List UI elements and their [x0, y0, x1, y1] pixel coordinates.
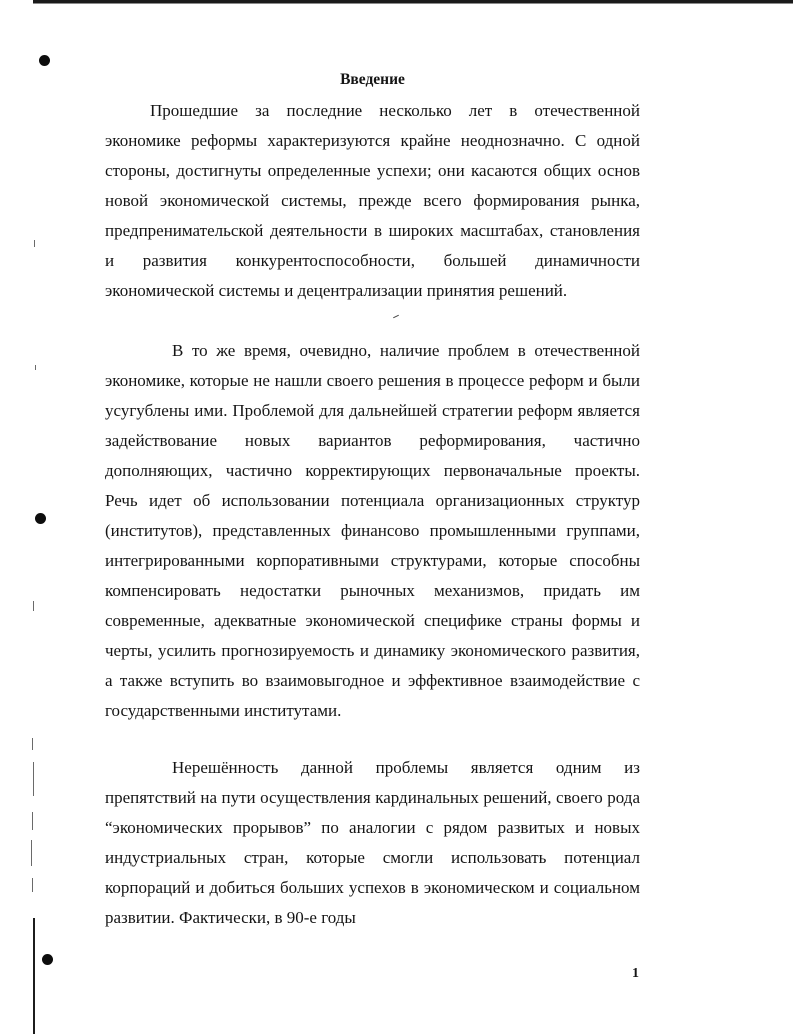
scan-margin-mark [35, 365, 36, 370]
punch-hole-middle [35, 513, 46, 524]
scan-margin-mark [33, 601, 34, 611]
scan-speck [393, 315, 399, 318]
scan-margin-mark [33, 762, 34, 796]
paragraph-3: Нерешённость данной проблемы является одним из препятствий на пути осуществления кардинальных решений, своего рода “экономических прорывов” по аналогии с рядом развитых и новых индустриальных стран, которые смогли использовать потенциал корпораций и добиться больших успехов в экономическом и социальном развитии. Фактически, в 90-е годы [105, 758, 640, 927]
paragraph-2: В то же время, очевидно, наличие проблем в отечественной экономике, которые не нашли своего решения в процессе реформ и были усугублены ими. Проблемой для дальнейшей стратегии реформ является задействование новых вариантов реформирования, частично дополняющих, частично корректирующих первоначальные проекты. Речь идет об использовании потенциала организационных структур (институтов), представленных финансово промышленными группами, интегрированными корпоративными структурами, которые способны компенсировать недостатки рыночных механизмов, придать им современные, адекватные экономической специфике страны формы и черты, усилить прогнозируемость и динамику экономического развития, а также вступить во взаимовыгодное и эффективное взаимодействие с государственными институтами. [105, 341, 640, 720]
scan-margin-mark [32, 738, 33, 750]
scan-top-border-shadow [33, 3, 793, 4]
page-number: 1 [632, 966, 639, 981]
scan-margin-edge [33, 918, 35, 1034]
paragraph-1: Прошедшие за последние несколько лет в отечественной экономике реформы характеризуются крайне неоднозначно. С одной стороны, достигнуты определенные успехи; они касаются общих основ новой экономической системы, прежде всего формирования рынка, предпренимательской деятельности в широких масштабах, становления и развития конкурентоспособности, большей динамичности экономической системы и децентрализации принятия решений. [105, 101, 640, 300]
scan-margin-mark [34, 240, 35, 247]
punch-hole-top [39, 55, 50, 66]
scan-margin-mark [31, 840, 32, 866]
scan-margin-mark [32, 812, 33, 830]
punch-hole-bottom [42, 954, 53, 965]
page-title: Введение [340, 71, 405, 88]
scan-margin-mark [32, 878, 33, 892]
